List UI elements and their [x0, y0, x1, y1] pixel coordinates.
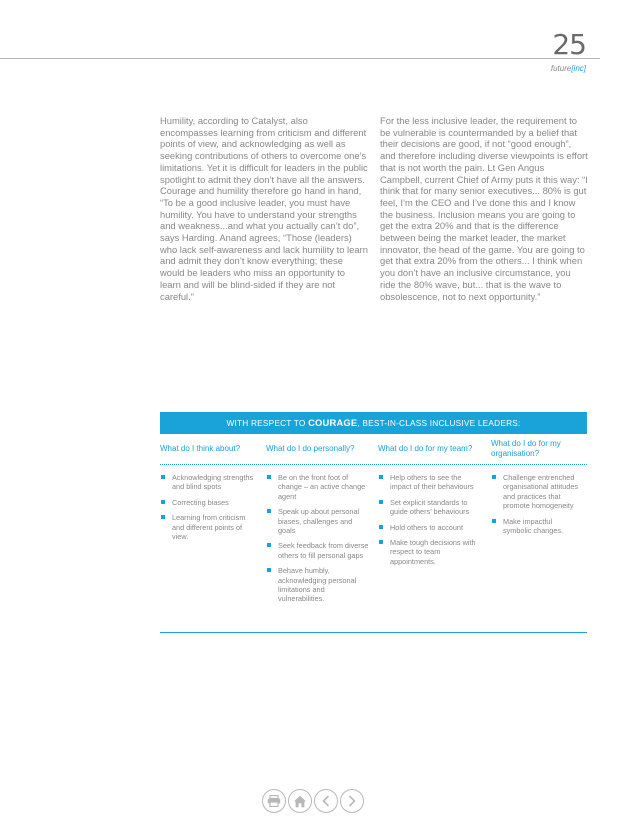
- list-item: Help others to see the impact of their behaviours: [378, 473, 483, 492]
- next-page-button[interactable]: [340, 789, 364, 813]
- home-button[interactable]: [288, 789, 312, 813]
- square-bullet-icon: [379, 525, 383, 529]
- banner-prefix: WITH RESPECT TO: [226, 418, 309, 428]
- square-bullet-icon: [379, 500, 383, 504]
- square-bullet-icon: [267, 509, 271, 513]
- body-column-left: [160, 115, 368, 302]
- page-number: 25: [552, 28, 586, 61]
- print-button[interactable]: [262, 789, 286, 813]
- square-bullet-icon: [492, 475, 496, 479]
- table-body: [160, 465, 587, 633]
- header-rule: [0, 58, 600, 59]
- square-bullet-icon: [161, 500, 165, 504]
- list-item: Seek feedback from diverse others to fill personal gaps: [266, 541, 370, 560]
- table-header-row: [160, 434, 587, 465]
- list-item: Correcting biases: [160, 498, 258, 507]
- column-think: [160, 473, 266, 632]
- square-bullet-icon: [492, 519, 496, 523]
- list-item: Set explicit standards to guide others’ behaviours: [378, 498, 483, 517]
- brand-prefix: future: [550, 64, 572, 73]
- square-bullet-icon: [379, 475, 383, 479]
- list-item: Challenge entrenched organisational attitudes and practices that promote homogeneity: [491, 473, 579, 511]
- brand-logo: [551, 64, 586, 73]
- column-team: [378, 473, 491, 632]
- square-bullet-icon: [379, 540, 383, 544]
- square-bullet-icon: [267, 475, 271, 479]
- list-item: Acknowledging strengths and blind spots: [160, 473, 258, 492]
- square-bullet-icon: [267, 543, 271, 547]
- paragraph-vulnerability: For the less inclusive leader, the requirement to be vulnerable is countermanded by a belief that their decisions are good, if not “good enough”, and therefore including diverse viewpoints is effort that is not worth the pain. Lt Gen Angus Campbell, current Chief of Army puts it this way: “I think that for many senior executives... 80% is gut feel, I’m the CEO and I’ve done this and I know the business. Inclusion means you are going to get the extra 20% and that is the difference between being the market leader, the market innovator, the head of the game. You are going to get that extra 20% from the others... I think when you don’t have an inclusive circumstance, you ride the 80% wave, but... that is the wave to obsolescence, not to next opportunity.”: [380, 115, 588, 302]
- paragraph-humility: Humility, according to Catalyst, also encompasses learning from criticism and different points of view, and acknowledging as well as seeking contributions of others to overcome one’s limitations. Yet it is difficult for leaders in the public spotlight to admit they don’t have all the answers. Courage and humility therefore go hand in hand, “To be a good inclusive leader, you must have humility. You have to understand your strengths and weakness...and what you actually can’t do”, says Harding. Anand agrees, “Those (leaders) who lack self-awareness and lack humility to learn and admit they don’t know everything; these would be leaders who miss an opportunity to learn and will be blind-sided if they are not careful.”: [160, 115, 368, 302]
- list-item: Make impactful symbolic changes.: [491, 517, 579, 536]
- home-icon: [293, 795, 307, 808]
- list-item: Be on the front foot of change – an active change agent: [266, 473, 370, 501]
- banner-suffix: , BEST-IN-CLASS INCLUSIVE LEADERS:: [357, 418, 521, 428]
- banner-keyword: COURAGE: [308, 417, 358, 428]
- list-item: Learning from criticism and different points of view.: [160, 513, 258, 541]
- square-bullet-icon: [161, 515, 165, 519]
- courage-table: [160, 412, 587, 633]
- chevron-left-icon: [321, 795, 331, 807]
- chevron-right-icon: [347, 795, 357, 807]
- list-item: Make tough decisions with respect to team appointments.: [378, 538, 483, 566]
- column-organisation: [491, 473, 587, 632]
- page-navigation: [262, 789, 364, 813]
- print-icon: [267, 795, 281, 807]
- list-item: Behave humbly, acknowledging personal limitations and vulnerabilities.: [266, 566, 370, 604]
- brand-suffix: [inc]: [571, 64, 586, 73]
- previous-page-button[interactable]: [314, 789, 338, 813]
- column-personally: [266, 473, 378, 632]
- column-header-team: What do I do for my team?: [378, 444, 473, 453]
- column-header-personally: What do I do personally?: [266, 444, 355, 453]
- body-column-right: [380, 115, 588, 302]
- square-bullet-icon: [267, 568, 271, 572]
- column-header-organisation: What do I do for my organisation?: [491, 439, 561, 458]
- table-banner: [160, 412, 587, 434]
- square-bullet-icon: [161, 475, 165, 479]
- column-header-think: What do I think about?: [160, 444, 241, 453]
- list-item: Hold others to account: [378, 523, 483, 532]
- list-item: Speak up about personal biases, challenges and goals: [266, 507, 370, 535]
